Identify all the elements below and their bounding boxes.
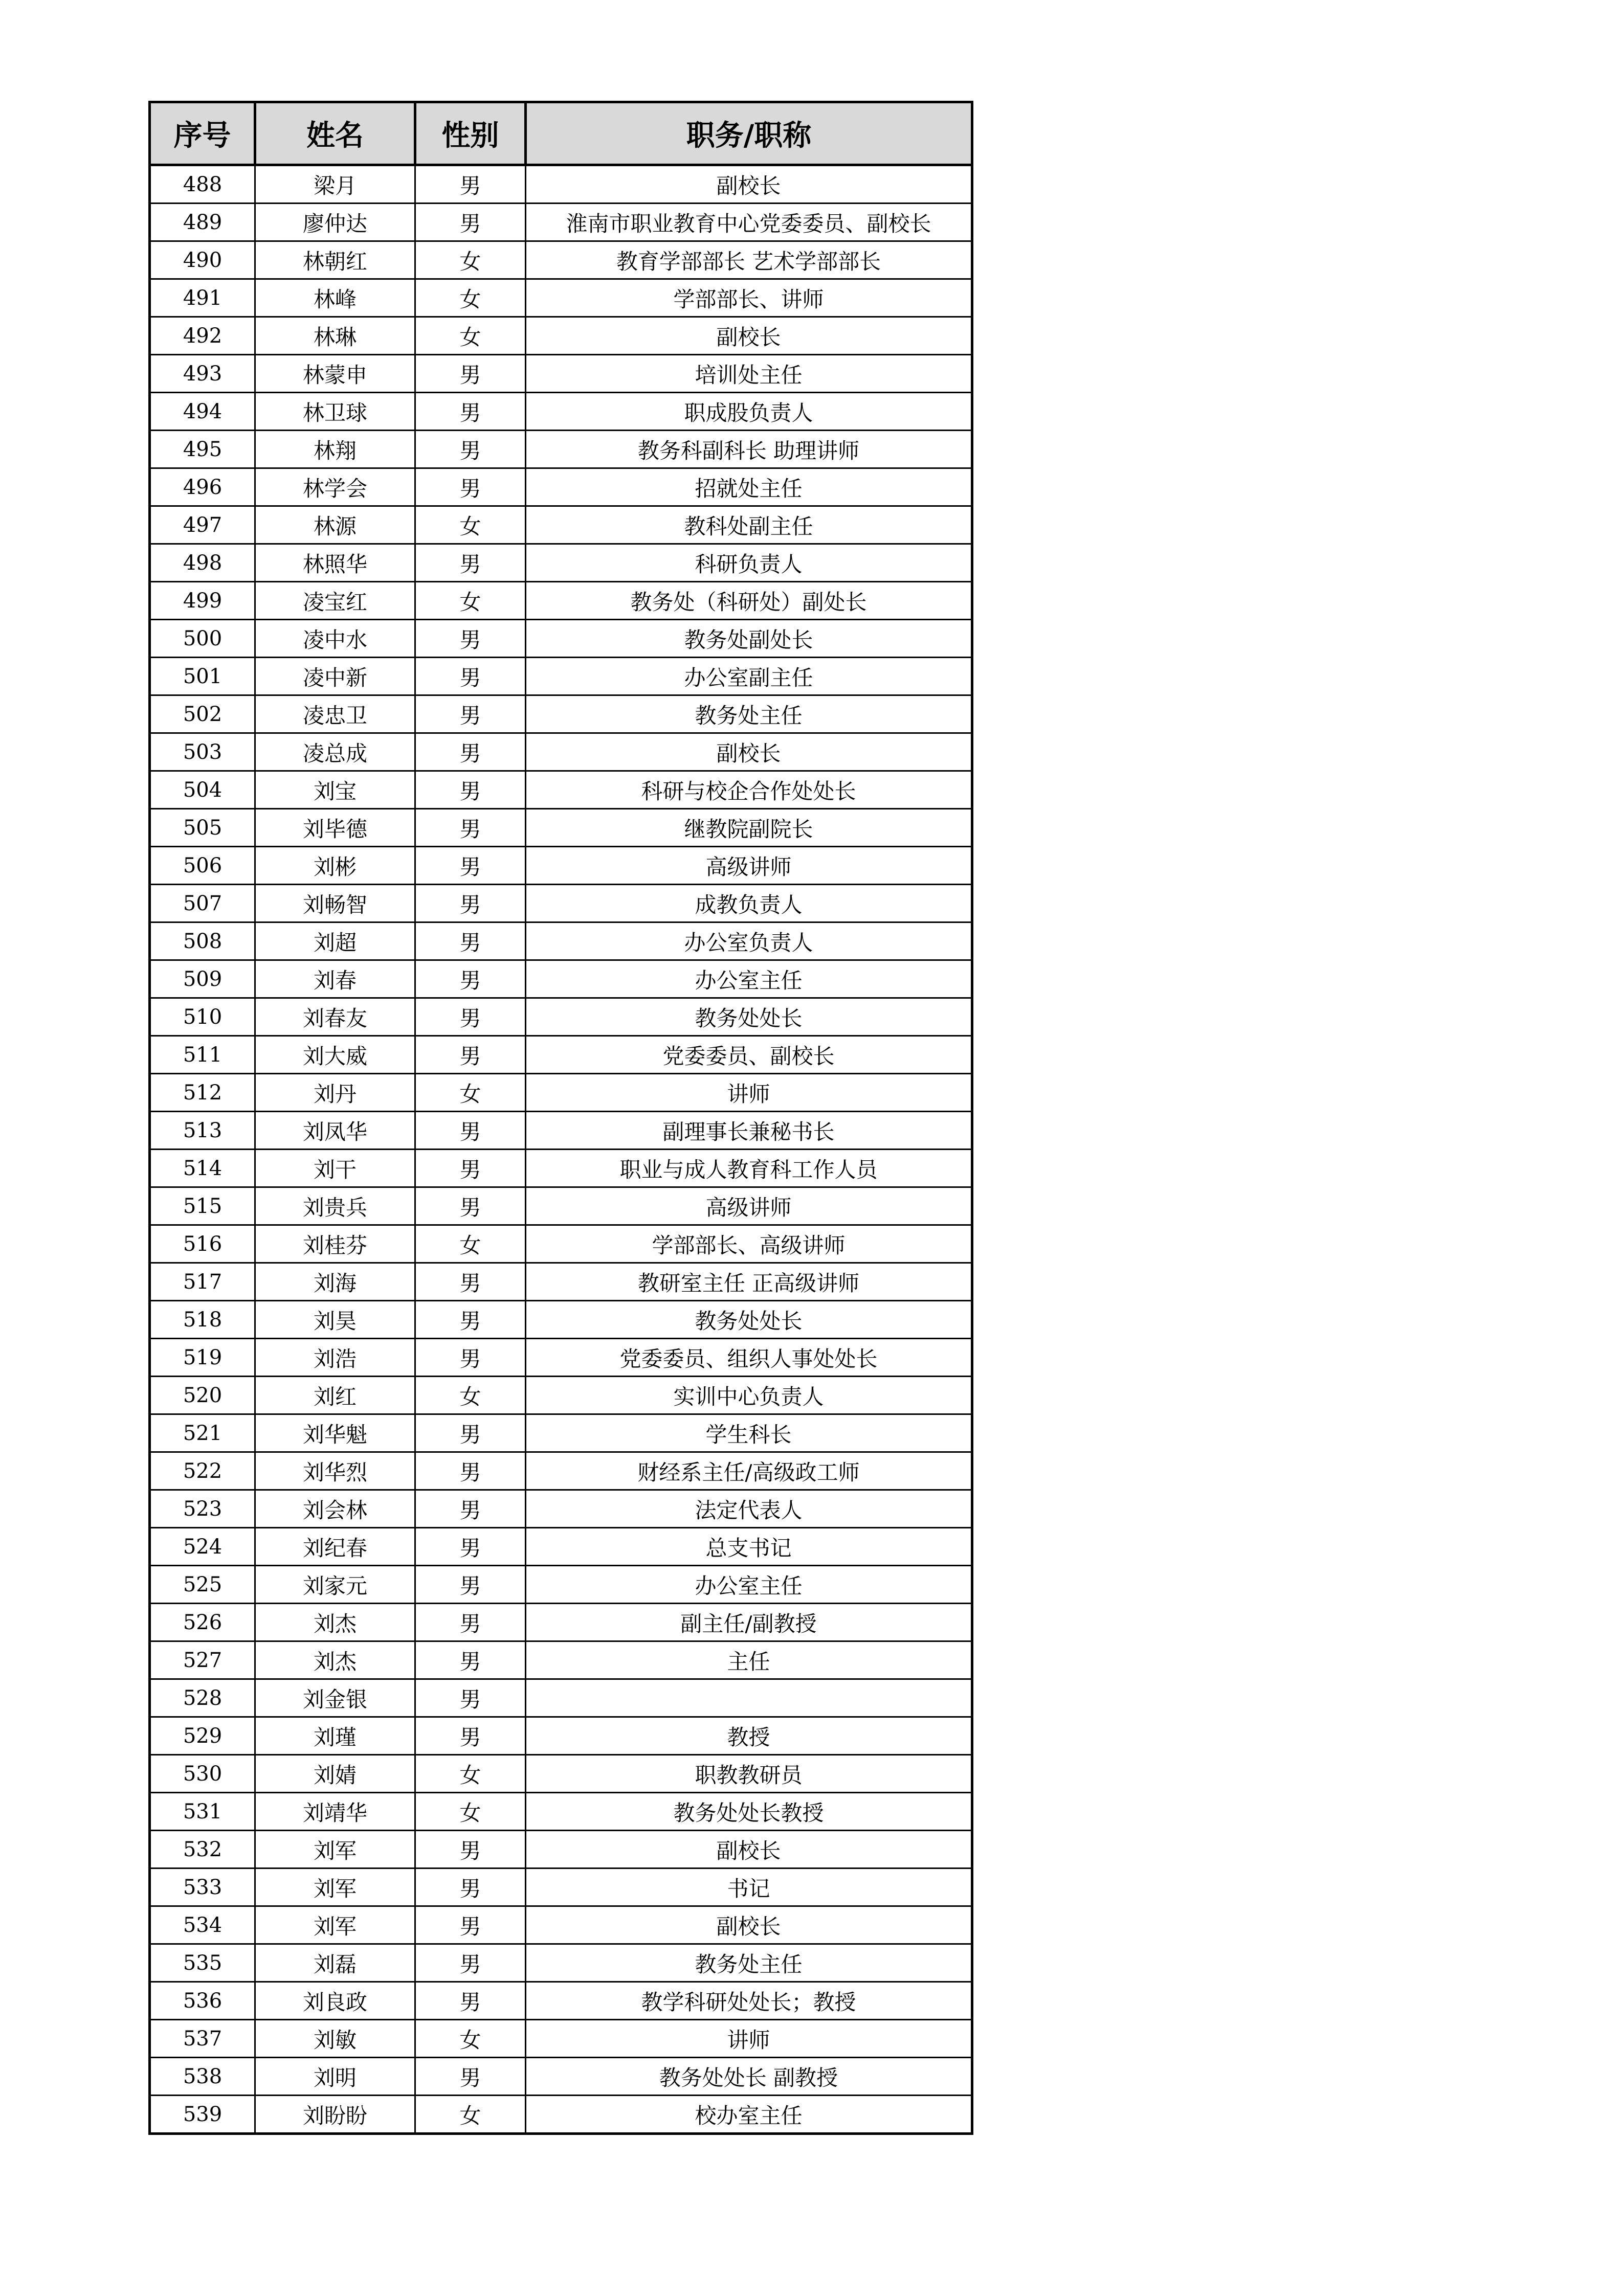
cell-no: 491 <box>150 279 255 317</box>
cell-position: 教务科副科长 助理讲师 <box>526 431 972 468</box>
cell-name: 刘杰 <box>255 1641 415 1679</box>
table-row <box>150 620 972 658</box>
cell-position: 办公室副主任 <box>526 658 972 695</box>
cell-name: 刘家元 <box>255 1566 415 1604</box>
cell-position: 教务处主任 <box>526 695 972 733</box>
table-row <box>150 241 972 279</box>
cell-no: 498 <box>150 544 255 582</box>
table-row <box>150 1528 972 1566</box>
table-row <box>150 506 972 544</box>
cell-name: 凌宝红 <box>255 582 415 620</box>
cell-name: 刘宝 <box>255 771 415 809</box>
table-row <box>150 355 972 393</box>
cell-name: 刘军 <box>255 1831 415 1869</box>
header-gender: 性别 <box>415 102 526 165</box>
cell-no: 526 <box>150 1604 255 1641</box>
cell-gender: 男 <box>415 1414 526 1452</box>
cell-gender: 男 <box>415 620 526 658</box>
cell-no: 513 <box>150 1112 255 1150</box>
cell-gender: 女 <box>415 317 526 355</box>
cell-no: 505 <box>150 809 255 847</box>
cell-no: 514 <box>150 1150 255 1187</box>
cell-gender: 男 <box>415 2058 526 2096</box>
cell-gender: 男 <box>415 1831 526 1869</box>
cell-no: 506 <box>150 847 255 885</box>
cell-name: 刘纪春 <box>255 1528 415 1566</box>
table-row <box>150 165 972 204</box>
cell-name: 刘华魁 <box>255 1414 415 1452</box>
cell-no: 519 <box>150 1339 255 1377</box>
cell-gender: 男 <box>415 1869 526 1906</box>
cell-name: 刘良政 <box>255 1982 415 2020</box>
cell-name: 刘靖华 <box>255 1793 415 1831</box>
cell-gender: 男 <box>415 544 526 582</box>
roster-table <box>148 101 973 2135</box>
cell-position: 副校长 <box>526 1831 972 1869</box>
cell-gender: 男 <box>415 960 526 998</box>
cell-name: 刘明 <box>255 2058 415 2096</box>
cell-position: 教务处处长 <box>526 1301 972 1339</box>
cell-position: 淮南市职业教育中心党委委员、副校长 <box>526 204 972 241</box>
table-row <box>150 1944 972 1982</box>
cell-position: 校办室主任 <box>526 2096 972 2134</box>
cell-gender: 男 <box>415 658 526 695</box>
cell-position: 办公室主任 <box>526 1566 972 1604</box>
table-row <box>150 809 972 847</box>
cell-name: 林照华 <box>255 544 415 582</box>
cell-no: 493 <box>150 355 255 393</box>
cell-gender: 女 <box>415 2096 526 2134</box>
table-row <box>150 1339 972 1377</box>
cell-name: 刘桂芬 <box>255 1225 415 1263</box>
table-row <box>150 1717 972 1755</box>
cell-position: 科研与校企合作处处长 <box>526 771 972 809</box>
cell-name: 刘超 <box>255 922 415 960</box>
cell-position: 副校长 <box>526 165 972 204</box>
cell-position: 继教院副院长 <box>526 809 972 847</box>
cell-no: 524 <box>150 1528 255 1566</box>
cell-name: 刘春 <box>255 960 415 998</box>
cell-position: 成教负责人 <box>526 885 972 922</box>
cell-no: 503 <box>150 733 255 771</box>
cell-name: 刘丹 <box>255 1074 415 1112</box>
cell-no: 535 <box>150 1944 255 1982</box>
cell-no: 504 <box>150 771 255 809</box>
cell-no: 521 <box>150 1414 255 1452</box>
cell-no: 533 <box>150 1869 255 1906</box>
cell-no: 496 <box>150 468 255 506</box>
cell-position: 教育学部部长 艺术学部部长 <box>526 241 972 279</box>
cell-gender: 男 <box>415 1604 526 1641</box>
cell-name: 刘瑾 <box>255 1717 415 1755</box>
cell-gender: 男 <box>415 1263 526 1301</box>
table-row <box>150 1679 972 1717</box>
cell-position: 职成股负责人 <box>526 393 972 431</box>
cell-gender: 女 <box>415 1755 526 1793</box>
cell-no: 511 <box>150 1036 255 1074</box>
cell-name: 林翔 <box>255 431 415 468</box>
cell-no: 522 <box>150 1452 255 1490</box>
cell-name: 刘敏 <box>255 2020 415 2058</box>
table-row <box>150 1604 972 1641</box>
table-row <box>150 1831 972 1869</box>
cell-no: 532 <box>150 1831 255 1869</box>
cell-no: 492 <box>150 317 255 355</box>
cell-no: 490 <box>150 241 255 279</box>
cell-position: 教研室主任 正高级讲师 <box>526 1263 972 1301</box>
cell-position: 副主任/副教授 <box>526 1604 972 1641</box>
table-row <box>150 1301 972 1339</box>
cell-position: 招就处主任 <box>526 468 972 506</box>
table-row <box>150 2020 972 2058</box>
cell-gender: 女 <box>415 279 526 317</box>
cell-gender: 男 <box>415 1150 526 1187</box>
table-row <box>150 2058 972 2096</box>
cell-gender: 男 <box>415 1036 526 1074</box>
cell-position: 办公室主任 <box>526 960 972 998</box>
cell-no: 537 <box>150 2020 255 2058</box>
cell-position: 党委委员、副校长 <box>526 1036 972 1074</box>
cell-position: 讲师 <box>526 2020 972 2058</box>
cell-position: 高级讲师 <box>526 847 972 885</box>
cell-no: 538 <box>150 2058 255 2096</box>
cell-name: 刘干 <box>255 1150 415 1187</box>
cell-gender: 女 <box>415 1225 526 1263</box>
cell-gender: 男 <box>415 165 526 204</box>
cell-name: 刘昊 <box>255 1301 415 1339</box>
cell-name: 刘浩 <box>255 1339 415 1377</box>
cell-gender: 男 <box>415 1490 526 1528</box>
table-row <box>150 1982 972 2020</box>
cell-position: 副校长 <box>526 317 972 355</box>
cell-position: 教授 <box>526 1717 972 1755</box>
table-row <box>150 1452 972 1490</box>
cell-name: 刘杰 <box>255 1604 415 1641</box>
cell-no: 509 <box>150 960 255 998</box>
cell-gender: 女 <box>415 1074 526 1112</box>
cell-position: 教务处处长 <box>526 998 972 1036</box>
cell-position: 教务处副处长 <box>526 620 972 658</box>
cell-position: 书记 <box>526 1869 972 1906</box>
cell-position: 培训处主任 <box>526 355 972 393</box>
table-row <box>150 1414 972 1452</box>
cell-name: 刘海 <box>255 1263 415 1301</box>
table-row <box>150 922 972 960</box>
cell-name: 凌忠卫 <box>255 695 415 733</box>
cell-no: 523 <box>150 1490 255 1528</box>
table-row <box>150 582 972 620</box>
cell-position: 实训中心负责人 <box>526 1377 972 1414</box>
cell-no: 525 <box>150 1566 255 1604</box>
cell-gender: 男 <box>415 695 526 733</box>
cell-no: 531 <box>150 1793 255 1831</box>
cell-name: 刘红 <box>255 1377 415 1414</box>
roster-sheet <box>148 101 973 2135</box>
table-row <box>150 1187 972 1225</box>
header-no: 序号 <box>150 102 255 165</box>
cell-position: 教务处处长教授 <box>526 1793 972 1831</box>
cell-position: 学部部长、高级讲师 <box>526 1225 972 1263</box>
cell-gender: 女 <box>415 241 526 279</box>
cell-name: 刘华烈 <box>255 1452 415 1490</box>
cell-name: 林峰 <box>255 279 415 317</box>
cell-no: 488 <box>150 165 255 204</box>
table-row <box>150 847 972 885</box>
table-row <box>150 431 972 468</box>
header-row <box>150 102 972 165</box>
cell-name: 刘金银 <box>255 1679 415 1717</box>
cell-position: 讲师 <box>526 1074 972 1112</box>
cell-no: 536 <box>150 1982 255 2020</box>
cell-name: 刘大威 <box>255 1036 415 1074</box>
cell-gender: 男 <box>415 1906 526 1944</box>
cell-name: 刘凤华 <box>255 1112 415 1150</box>
cell-no: 508 <box>150 922 255 960</box>
cell-position: 高级讲师 <box>526 1187 972 1225</box>
table-row <box>150 393 972 431</box>
cell-position: 学部部长、讲师 <box>526 279 972 317</box>
cell-name: 刘磊 <box>255 1944 415 1982</box>
cell-no: 529 <box>150 1717 255 1755</box>
cell-gender: 男 <box>415 733 526 771</box>
cell-no: 501 <box>150 658 255 695</box>
cell-gender: 男 <box>415 885 526 922</box>
table-row <box>150 1225 972 1263</box>
cell-gender: 男 <box>415 393 526 431</box>
cell-no: 497 <box>150 506 255 544</box>
cell-position: 教学科研处处长；教授 <box>526 1982 972 2020</box>
cell-no: 528 <box>150 1679 255 1717</box>
cell-no: 489 <box>150 204 255 241</box>
cell-position: 法定代表人 <box>526 1490 972 1528</box>
header-position: 职务/职称 <box>526 102 972 165</box>
cell-position: 学生科长 <box>526 1414 972 1452</box>
cell-name: 刘畅智 <box>255 885 415 922</box>
cell-name: 林蒙申 <box>255 355 415 393</box>
cell-gender: 男 <box>415 1339 526 1377</box>
cell-gender: 女 <box>415 506 526 544</box>
cell-name: 刘春友 <box>255 998 415 1036</box>
cell-gender: 男 <box>415 1187 526 1225</box>
cell-name: 廖仲达 <box>255 204 415 241</box>
cell-name: 林源 <box>255 506 415 544</box>
table-row <box>150 317 972 355</box>
cell-position: 副理事长兼秘书长 <box>526 1112 972 1150</box>
table-row <box>150 1793 972 1831</box>
cell-position: 职业与成人教育科工作人员 <box>526 1150 972 1187</box>
cell-no: 495 <box>150 431 255 468</box>
cell-gender: 男 <box>415 847 526 885</box>
cell-gender: 男 <box>415 468 526 506</box>
table-row <box>150 771 972 809</box>
table-row <box>150 1566 972 1604</box>
cell-gender: 男 <box>415 1528 526 1566</box>
header-name: 姓名 <box>255 102 415 165</box>
cell-no: 515 <box>150 1187 255 1225</box>
cell-gender: 男 <box>415 1717 526 1755</box>
table-row <box>150 1150 972 1187</box>
cell-gender: 男 <box>415 1679 526 1717</box>
table-row <box>150 1112 972 1150</box>
table-row <box>150 544 972 582</box>
cell-gender: 女 <box>415 582 526 620</box>
table-row <box>150 2096 972 2134</box>
cell-name: 林琳 <box>255 317 415 355</box>
cell-position <box>526 1679 972 1717</box>
cell-position: 科研负责人 <box>526 544 972 582</box>
table-row <box>150 1074 972 1112</box>
cell-gender: 男 <box>415 1566 526 1604</box>
cell-name: 凌中水 <box>255 620 415 658</box>
cell-name: 林卫球 <box>255 393 415 431</box>
table-row <box>150 998 972 1036</box>
cell-gender: 男 <box>415 1301 526 1339</box>
cell-gender: 男 <box>415 1982 526 2020</box>
cell-no: 507 <box>150 885 255 922</box>
cell-name: 梁月 <box>255 165 415 204</box>
cell-name: 凌总成 <box>255 733 415 771</box>
table-row <box>150 885 972 922</box>
cell-no: 512 <box>150 1074 255 1112</box>
cell-no: 518 <box>150 1301 255 1339</box>
cell-gender: 男 <box>415 1641 526 1679</box>
table-row <box>150 1036 972 1074</box>
cell-no: 520 <box>150 1377 255 1414</box>
table-row <box>150 960 972 998</box>
table-row <box>150 1641 972 1679</box>
cell-no: 516 <box>150 1225 255 1263</box>
cell-position: 教科处副主任 <box>526 506 972 544</box>
cell-gender: 男 <box>415 998 526 1036</box>
cell-position: 教务处处长 副教授 <box>526 2058 972 2096</box>
cell-no: 534 <box>150 1906 255 1944</box>
table-row <box>150 204 972 241</box>
cell-no: 527 <box>150 1641 255 1679</box>
table-row <box>150 279 972 317</box>
cell-gender: 女 <box>415 1377 526 1414</box>
cell-name: 刘彬 <box>255 847 415 885</box>
table-row <box>150 695 972 733</box>
cell-name: 林学会 <box>255 468 415 506</box>
cell-position: 职教教研员 <box>526 1755 972 1793</box>
table-row <box>150 1755 972 1793</box>
table-row <box>150 658 972 695</box>
cell-position: 教务处主任 <box>526 1944 972 1982</box>
cell-position: 副校长 <box>526 733 972 771</box>
cell-position: 主任 <box>526 1641 972 1679</box>
cell-gender: 男 <box>415 355 526 393</box>
cell-name: 刘盼盼 <box>255 2096 415 2134</box>
cell-name: 刘毕德 <box>255 809 415 847</box>
cell-no: 510 <box>150 998 255 1036</box>
cell-position: 总支书记 <box>526 1528 972 1566</box>
cell-gender: 男 <box>415 204 526 241</box>
cell-gender: 男 <box>415 1452 526 1490</box>
table-row <box>150 1490 972 1528</box>
cell-gender: 男 <box>415 771 526 809</box>
cell-position: 副校长 <box>526 1906 972 1944</box>
cell-no: 494 <box>150 393 255 431</box>
cell-name: 刘婧 <box>255 1755 415 1793</box>
table-row <box>150 468 972 506</box>
cell-name: 凌中新 <box>255 658 415 695</box>
cell-name: 林朝红 <box>255 241 415 279</box>
cell-no: 530 <box>150 1755 255 1793</box>
cell-position: 教务处（科研处）副处长 <box>526 582 972 620</box>
cell-position: 财经系主任/高级政工师 <box>526 1452 972 1490</box>
table-row <box>150 733 972 771</box>
cell-no: 517 <box>150 1263 255 1301</box>
cell-no: 500 <box>150 620 255 658</box>
cell-no: 539 <box>150 2096 255 2134</box>
cell-gender: 男 <box>415 922 526 960</box>
cell-gender: 男 <box>415 431 526 468</box>
cell-gender: 女 <box>415 1793 526 1831</box>
cell-gender: 男 <box>415 1944 526 1982</box>
table-row <box>150 1869 972 1906</box>
cell-gender: 男 <box>415 1112 526 1150</box>
cell-gender: 女 <box>415 2020 526 2058</box>
cell-no: 502 <box>150 695 255 733</box>
cell-gender: 男 <box>415 809 526 847</box>
cell-name: 刘军 <box>255 1906 415 1944</box>
table-row <box>150 1263 972 1301</box>
cell-name: 刘军 <box>255 1869 415 1906</box>
cell-name: 刘会林 <box>255 1490 415 1528</box>
roster-body <box>150 165 972 2134</box>
cell-no: 499 <box>150 582 255 620</box>
cell-position: 办公室负责人 <box>526 922 972 960</box>
table-row <box>150 1906 972 1944</box>
cell-position: 党委委员、组织人事处处长 <box>526 1339 972 1377</box>
table-row <box>150 1377 972 1414</box>
cell-name: 刘贵兵 <box>255 1187 415 1225</box>
